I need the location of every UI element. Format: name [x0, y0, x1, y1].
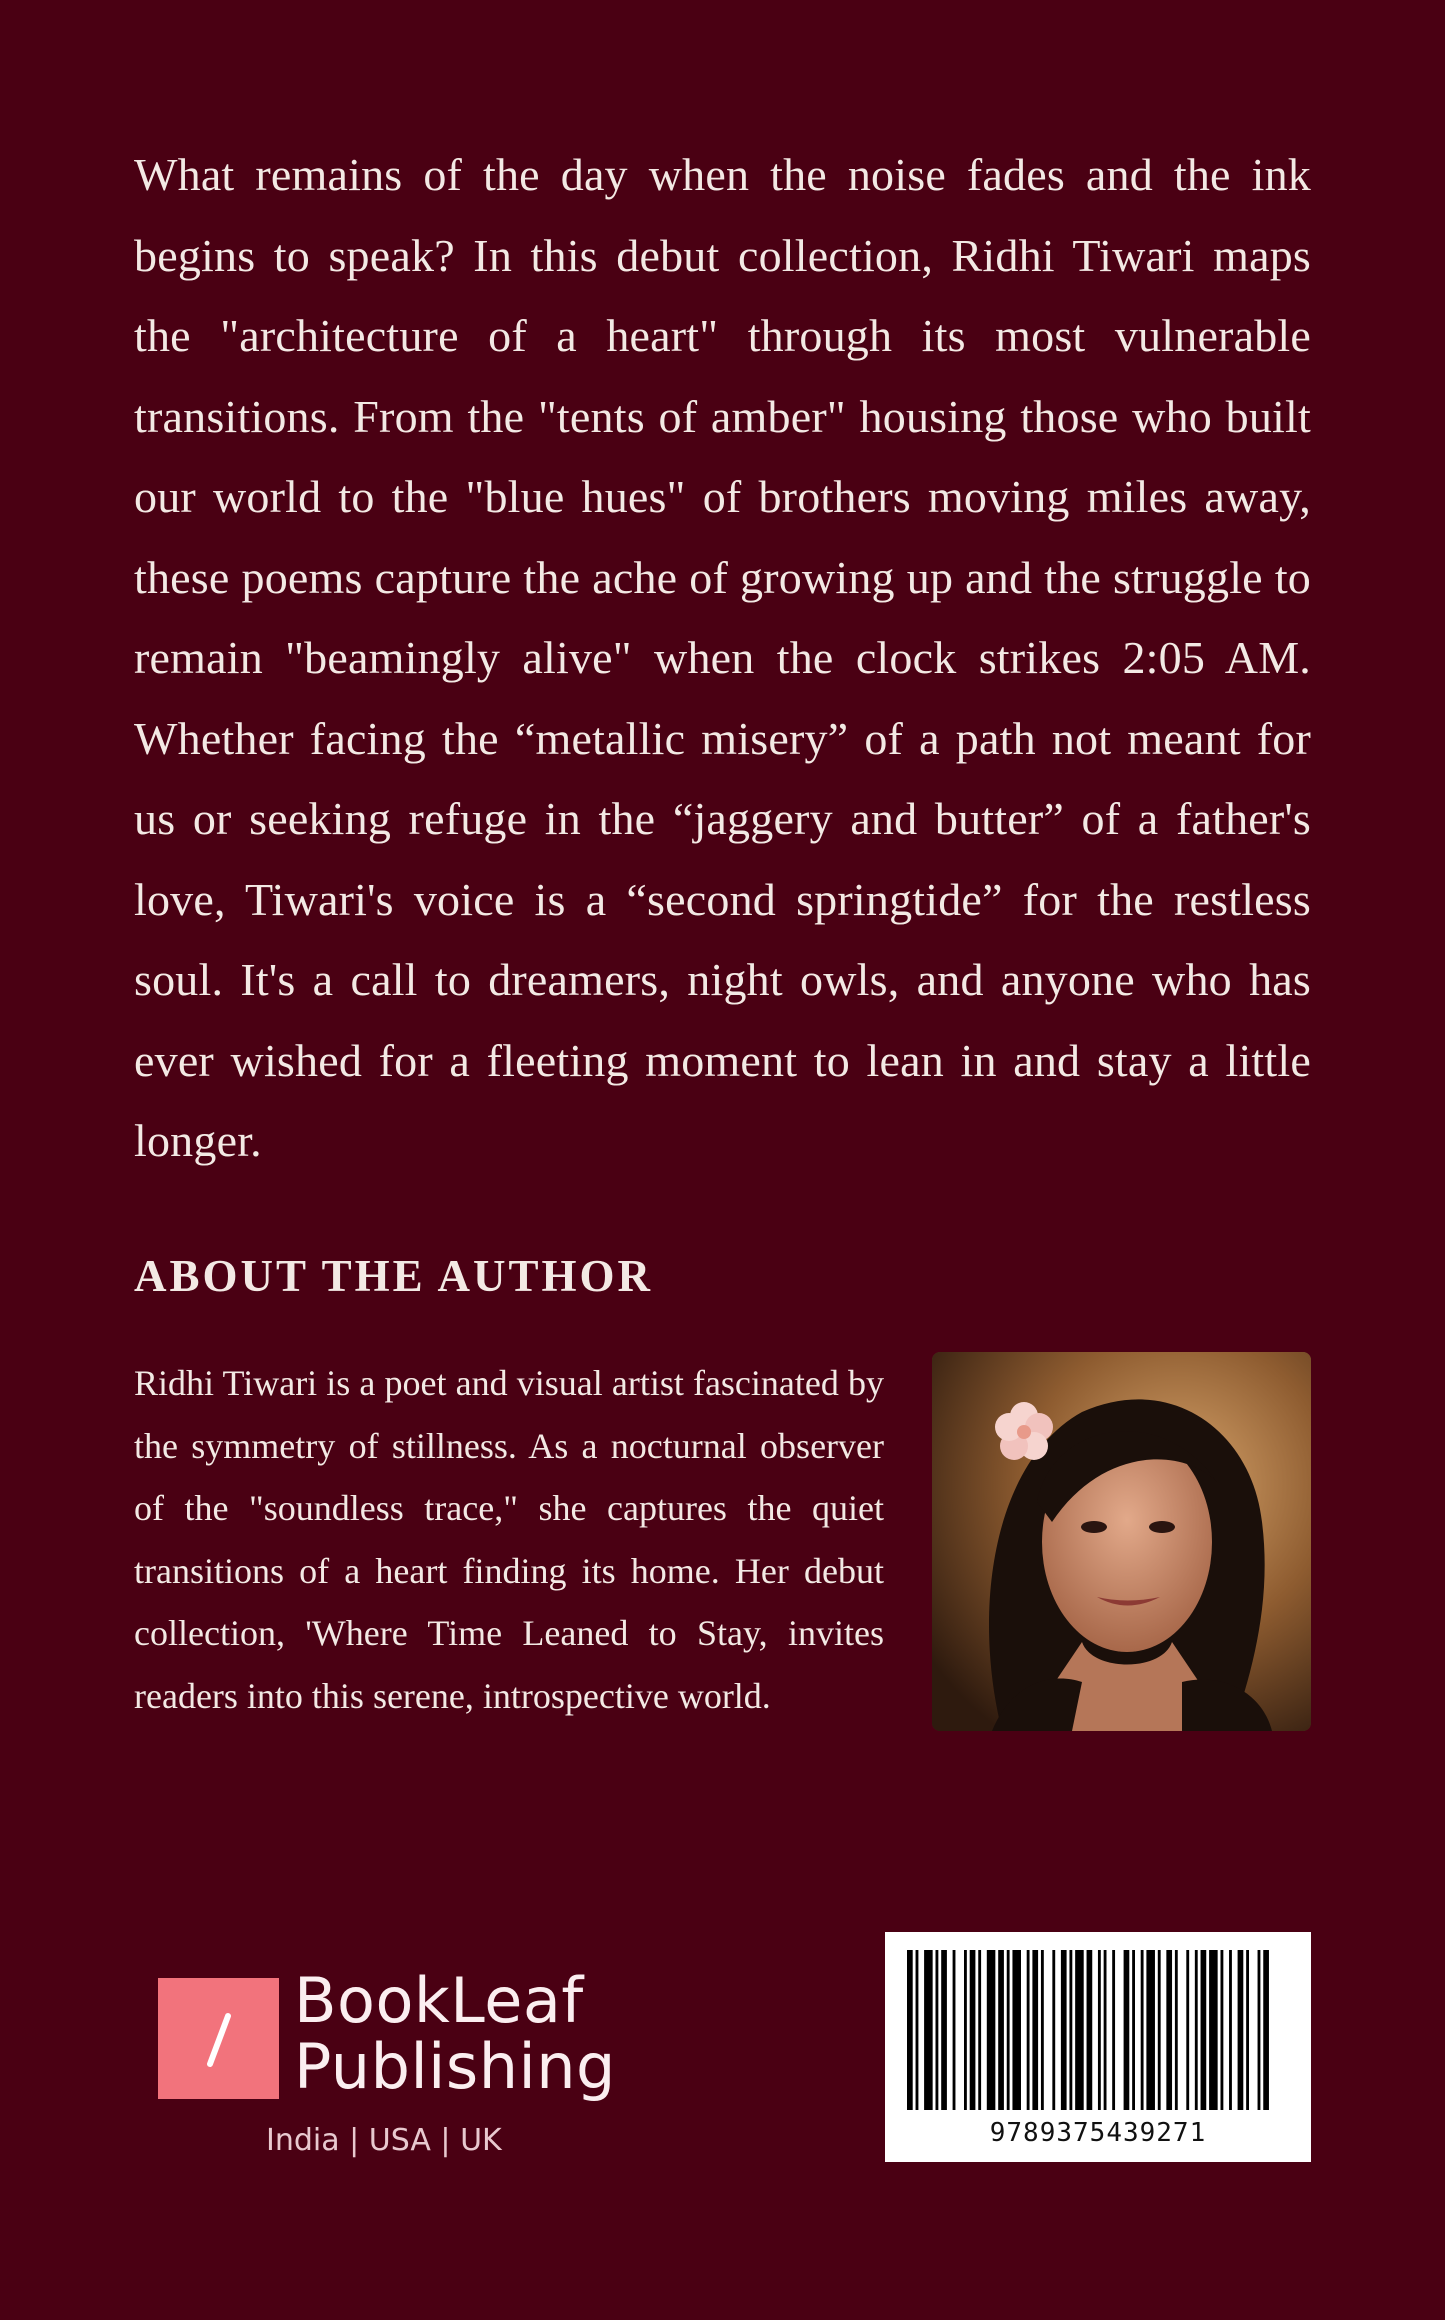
barcode-bar	[1195, 1950, 1198, 2110]
publisher-name	[294, 1964, 616, 2103]
barcode-bar	[1124, 1950, 1130, 2110]
barcode-bar	[1146, 1950, 1155, 2110]
publisher-name-line2: Publishing	[294, 2030, 616, 2103]
barcode-bar	[1112, 1950, 1115, 2110]
barcode-bar	[998, 1950, 1004, 2110]
barcode-bar	[1258, 1950, 1261, 2110]
barcode-bar	[1246, 1950, 1249, 2110]
publisher-name-line1: BookLeaf	[294, 1964, 584, 2037]
barcode-bar	[936, 1950, 939, 2110]
barcode-bar	[1075, 1950, 1084, 2110]
about-author-heading: ABOUT THE AUTHOR	[134, 1251, 653, 1301]
barcode-bar	[1104, 1950, 1107, 2110]
barcode-bar	[1087, 1950, 1093, 2110]
barcode-bar	[1061, 1950, 1067, 2110]
barcode-bar	[1158, 1950, 1161, 2110]
barcode-bar	[964, 1950, 967, 2110]
book-blurb: What remains of the day when the noise fades and the ink begins to speak? In this debut collection, Ridhi Tiwari maps the "architecture of a heart" through its most vulnerable transitions. From the "tents of amber" housing those who built our world to the "blue hues" of brothers moving miles away, these poems capture the ache of growing up and the struggle to remain "beamingly alive" when the clock strikes 2:05 AM. Whether facing the “metallic misery” of a path not meant for us or seeking refuge in the “jaggery and butter” of a father's love, Tiwari's voice is a “second springtide” for the restless soul. It's a call to dreamers, night owls, and anyone who has ever wished for a fleeting moment to lean in and stay a little longer.	[134, 149, 1311, 1166]
barcode-bar	[924, 1950, 933, 2110]
publisher-regions: India | USA | UK	[266, 2123, 502, 2158]
barcode-bar	[978, 1950, 981, 2110]
barcode-bar	[1238, 1950, 1244, 2110]
barcode-bar	[916, 1950, 919, 2110]
barcode-bar	[1132, 1950, 1135, 2110]
barcode-bar	[987, 1950, 996, 2110]
barcode-bar	[1098, 1950, 1101, 2110]
barcode-bar	[1007, 1950, 1010, 2110]
barcode-bar	[941, 1950, 947, 2110]
barcode-bar	[1027, 1950, 1030, 2110]
bookleaf-slash-icon	[158, 1978, 279, 2099]
barcode-bar	[953, 1950, 956, 2110]
barcode-bar	[1201, 1950, 1207, 2110]
barcode-bar	[1166, 1950, 1172, 2110]
barcode-bar	[1229, 1950, 1232, 2110]
barcode-bar	[1221, 1950, 1224, 2110]
barcode-bar	[1069, 1950, 1072, 2110]
barcode-bar	[1186, 1950, 1189, 2110]
barcode-bar	[1209, 1950, 1218, 2110]
barcode-bar	[1041, 1950, 1044, 2110]
barcode-bar	[1032, 1950, 1038, 2110]
author-bio: Ridhi Tiwari is a poet and visual artist fascinated by the symmetry of stillness. As a nocturnal observer of the "soundless trace," she captures the quiet transitions of a heart finding its home. Her debut collection, 'Where Time Leaned to Stay, invites readers into this serene, introspective world.	[134, 1363, 884, 1716]
barcode-bar	[1141, 1950, 1144, 2110]
barcode-bar	[1012, 1950, 1021, 2110]
barcode-bar	[907, 1950, 913, 2110]
barcode-bar	[1052, 1950, 1055, 2110]
author-photo	[932, 1352, 1311, 1731]
barcode-bar	[1263, 1950, 1269, 2110]
isbn-number: 9789375439271	[989, 2118, 1207, 2148]
barcode-bar	[1175, 1950, 1178, 2110]
isbn-barcode	[885, 1932, 1311, 2162]
barcode-bar	[970, 1950, 976, 2110]
